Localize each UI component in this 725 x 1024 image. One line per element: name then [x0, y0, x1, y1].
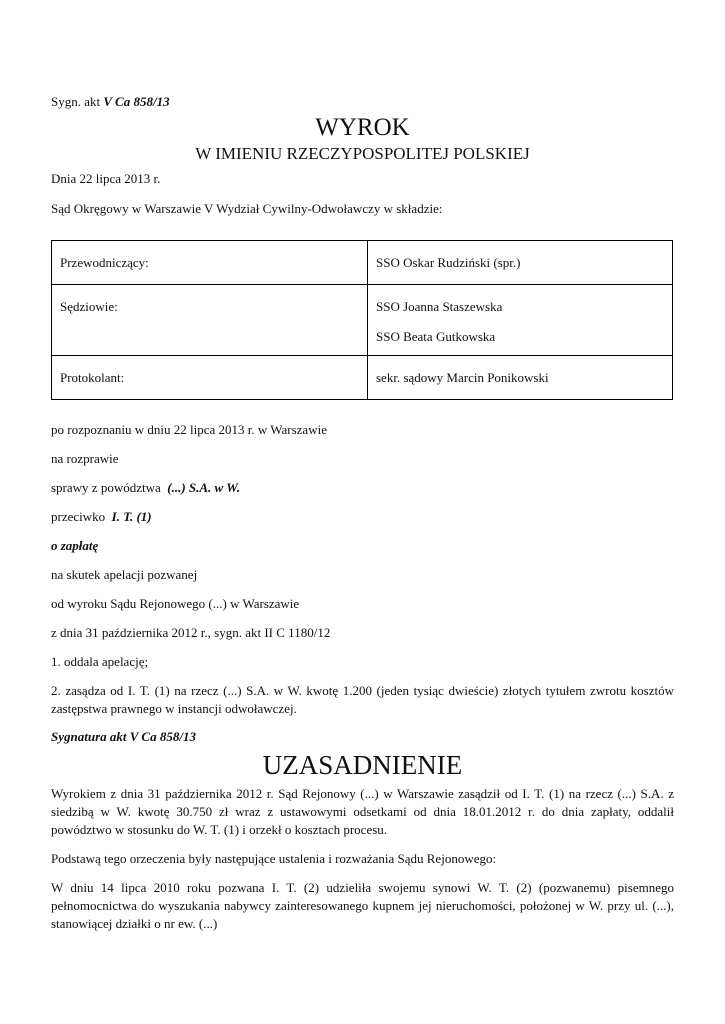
case-subject: o zapłatę [51, 538, 99, 553]
table-row [52, 356, 673, 400]
panel-label: Sędziowie: [52, 285, 368, 356]
verdict-item-1: 1. oddala apelację; [51, 654, 149, 669]
panel-value [368, 241, 673, 285]
document-subtitle: W IMIENIU RZECZYPOSPOLITEJ POLSKIEJ [195, 144, 530, 163]
case-line [51, 480, 240, 496]
hearing-type-line: na rozprawie [51, 451, 119, 466]
panel-label: Przewodniczący: [52, 241, 368, 285]
table-row [52, 285, 673, 356]
judge-name: SSO Joanna Staszewska [376, 299, 503, 314]
lower-court-line: od wyroku Sądu Rejonowego (...) w Warszawie [51, 596, 300, 611]
court-composition-intro: Sąd Okręgowy w Warszawie V Wydział Cywilny-Odwoławczy w składzie: [51, 201, 443, 216]
case-prefix: sprawy z powództwa [51, 480, 161, 495]
lower-court-date-line: z dnia 31 października 2012 r., sygn. akt II C 1180/12 [51, 625, 331, 640]
case-number-prefix: Sygn. akt [51, 94, 101, 109]
case-number-value: V Ca 858/13 [103, 94, 170, 109]
signature-line: Sygnatura akt V Ca 858/13 [51, 729, 196, 744]
case-number [51, 94, 170, 110]
verdict-item-2: 2. zasądza od I. T. (1) na rzecz (...) S.A. w W. kwotę 1.200 (jeden tysiąc dwieście) złotych tytułem zwrotu kosztów zastępstwa prawnego w instancji odwoławczej. [51, 683, 674, 716]
hearing-date-line: po rozpoznaniu w dniu 22 lipca 2013 r. w Warszawie [51, 422, 327, 437]
panel-value [368, 285, 673, 356]
justification-heading: UZASADNIENIE [262, 750, 463, 780]
panel-label: Protokolant: [52, 356, 368, 400]
table-row [52, 241, 673, 285]
presiding-judge: SSO Oskar Rudziński (spr.) [376, 255, 521, 270]
against-line [51, 509, 152, 525]
judge-name: SSO Beata Gutkowska [376, 329, 496, 344]
appeal-line: na skutek apelacji pozwanej [51, 567, 198, 582]
justification-paragraph-1: Wyrokiem z dnia 31 października 2012 r. Sąd Rejonowy (...) w Warszawie zasądził od I. T. (1) na rzecz (...) S.A. z siedzibą w W. kwotę 30.750 zł wraz z ustawowymi odsetkami od dnia 18.01.2012 r. do dnia zapłaty, oddalił powództwo w stosunku do W. T. (1) i orzekł o kosztach procesu. [51, 786, 674, 837]
court-reporter: sekr. sądowy Marcin Ponikowski [376, 370, 549, 385]
judgment-date: Dnia 22 lipca 2013 r. [51, 171, 161, 186]
defendant-name: I. T. (1) [111, 509, 152, 524]
justification-paragraph-2: Podstawą tego orzeczenia były następujące ustalenia i rozważania Sądu Rejonowego: [51, 851, 497, 866]
court-panel-table [51, 240, 673, 400]
panel-value [368, 356, 673, 400]
document-title: WYROK [315, 114, 410, 141]
justification-paragraph-3: W dniu 14 lipca 2010 roku pozwana I. T. (2) udzieliła swojemu synowi W. T. (2) (pozwanemu) pisemnego pełnomocnictwa do wyszukania nabywcy zainteresowanego kupnem jej nieruchomości, położonej w W. przy ul. (...), stanowiącej działki o nr ew. (...) [51, 880, 674, 931]
plaintiff-name: (...) S.A. w W. [167, 480, 241, 495]
against-prefix: przeciwko [51, 509, 106, 524]
